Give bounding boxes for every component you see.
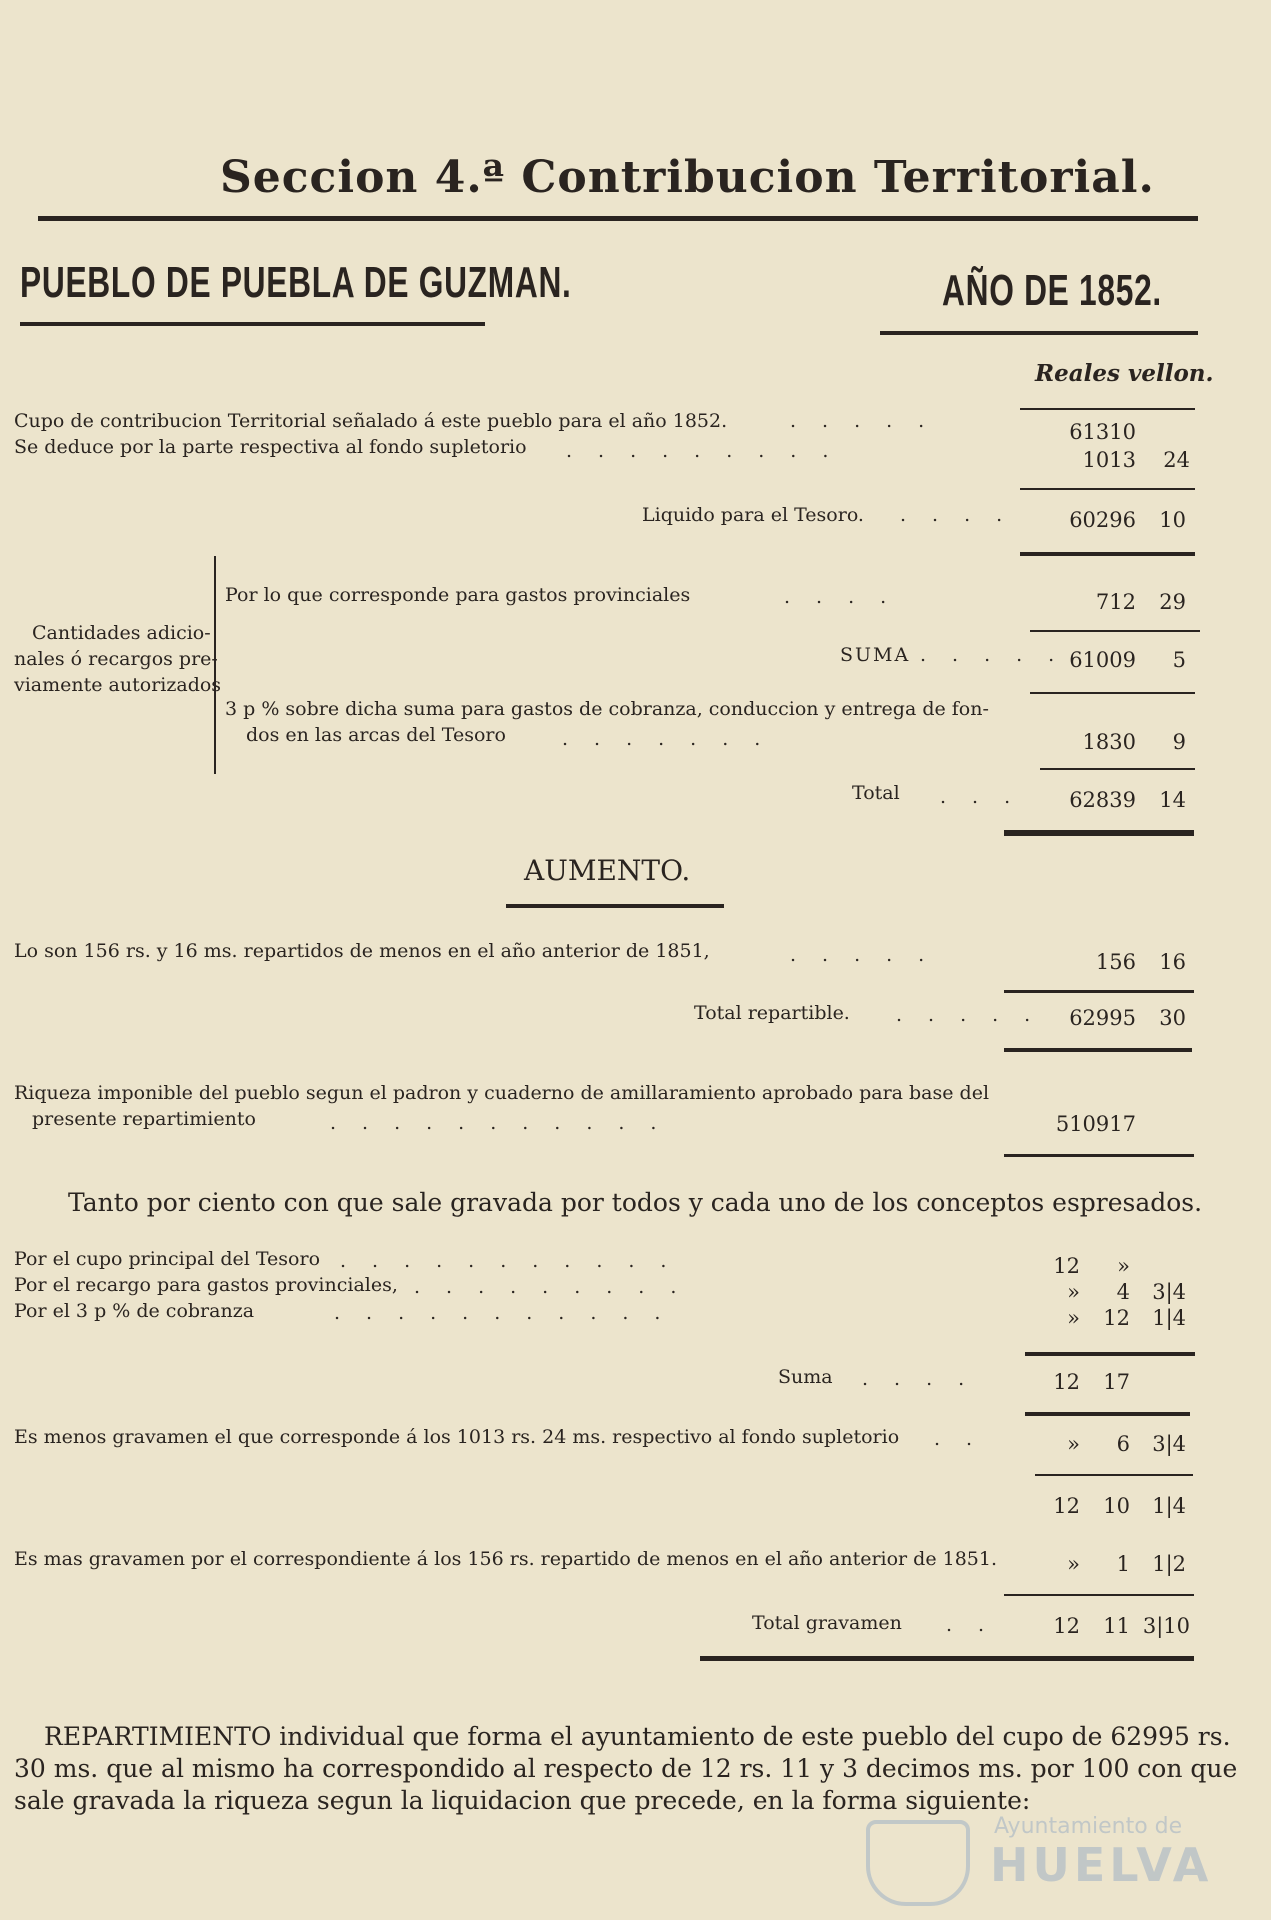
tanto-row-a: » [1067, 1306, 1080, 1330]
tanto-row-c: 1|4 [1152, 1306, 1186, 1330]
cupo-rs: 61310 [1069, 420, 1136, 444]
section-title: Seccion 4.ª Contribucion Territorial. [220, 152, 1155, 203]
tanto-row-b: » [1117, 1254, 1130, 1278]
repartible-rule [1004, 1048, 1192, 1052]
tanto-row-label: Por el recargo para gastos provinciales, [14, 1274, 398, 1296]
riqueza-line-2: presente repartimiento [32, 1108, 256, 1130]
total-label: Total [852, 782, 900, 804]
leader-dots: .... [862, 1368, 991, 1390]
menos-b: 6 [1116, 1432, 1130, 1456]
menos-a: » [1067, 1432, 1080, 1456]
cobranza-rs: 1830 [1082, 730, 1136, 754]
leader-dots: .. [934, 1428, 999, 1450]
coat-of-arms-icon [866, 1820, 970, 1906]
aumento-rs: 156 [1095, 950, 1136, 974]
leader-dots: ......... [566, 440, 855, 462]
leader-dots: ..... [896, 1004, 1057, 1026]
leader-dots: ........... [334, 1302, 687, 1324]
repartible-label: Total repartible. [694, 1002, 850, 1024]
total-rs: 62839 [1069, 788, 1136, 812]
total-gravamen-rule [700, 1656, 1194, 1661]
provinciales-ms: 29 [1159, 590, 1186, 614]
side-label-1: Cantidades adicio- [32, 622, 211, 644]
cupo-line: Cupo de contribucion Territorial señalado á este pueblo para el año 1852. [14, 410, 728, 432]
cobranza-ms: 9 [1172, 730, 1186, 754]
liquido-label: Liquido para el Tesoro. [642, 504, 864, 526]
mas-c: 1|2 [1152, 1552, 1186, 1576]
total-gravamen-b: 11 [1103, 1614, 1130, 1638]
sub-c: 1|4 [1152, 1494, 1186, 1518]
tanto-row-a: 12 [1053, 1254, 1080, 1278]
year-rule [880, 331, 1198, 335]
leader-dots: ..... [790, 410, 951, 432]
riqueza-value: 510917 [1055, 1112, 1136, 1136]
aumento-heading: AUMENTO. [524, 854, 691, 887]
menos-line: Es menos gravamen el que corresponde á los 1013 rs. 24 ms. respectivo al fondo supletorio [14, 1426, 900, 1448]
cobranza-line-1: 3 p % sobre dicha suma para gastos de cobranza, conduccion y entrega de fon- [225, 698, 989, 720]
sum-rule [1030, 692, 1195, 694]
leader-dots: ... [940, 786, 1037, 808]
tanto-suma-b: 17 [1103, 1370, 1130, 1394]
title-rule [38, 216, 1198, 221]
aumento-line: Lo son 156 rs. y 16 ms. repartidos de menos en el año anterior de 1851, [14, 940, 710, 962]
leader-dots: ..... [790, 944, 951, 966]
tanto-suma-label: Suma [778, 1366, 833, 1388]
cobranza-line-2: dos en las arcas del Tesoro [246, 724, 506, 746]
provinciales-rs: 712 [1095, 590, 1136, 614]
tanto-suma-a: 12 [1053, 1370, 1080, 1394]
side-label-2: nales ó recargos pre- [14, 648, 218, 670]
mas-line: Es mas gravamen por el correspondiente á los 156 rs. repartido de menos en el año anterior de 1851. [14, 1548, 998, 1570]
suma-ms: 5 [1172, 648, 1186, 672]
sum-rule [1040, 768, 1195, 770]
deduce-line: Se deduce por la parte respectiva al fondo supletorio [14, 436, 527, 458]
sum-rule [1025, 1412, 1190, 1416]
repartible-rs: 62995 [1069, 1006, 1136, 1030]
provinciales-line: Por lo que corresponde para gastos provinciales [225, 584, 691, 606]
liquido-rule [1020, 552, 1195, 556]
watermark-line-2: HUELVA [990, 1838, 1213, 1892]
tanto-heading: Tanto por ciento con que sale gravada por todos y cada uno de los conceptos espresados. [68, 1188, 1203, 1217]
leader-dots: .... [784, 586, 913, 608]
tanto-row-b: 4 [1116, 1280, 1130, 1304]
year-heading: AÑO DE 1852. [942, 266, 1162, 315]
total-gravamen-c: 3|10 [1142, 1614, 1190, 1638]
total-gravamen-label: Total gravamen [752, 1612, 902, 1634]
sum-rule [1035, 1474, 1193, 1476]
deduce-rs: 1013 [1082, 448, 1136, 472]
leader-dots: ........... [330, 1112, 683, 1134]
tanto-row-b: 12 [1103, 1306, 1130, 1330]
aumento-rule [506, 904, 724, 908]
watermark-line-1: Ayuntamiento de [994, 1814, 1183, 1839]
repartimiento-line-3: sale gravada la riqueza segun la liquidacion que precede, en la forma siguiente: [14, 1786, 1031, 1815]
sum-rule [1030, 630, 1200, 632]
suma-rs: 61009 [1069, 648, 1136, 672]
town-heading: PUEBLO DE PUEBLA DE GUZMAN. [20, 258, 572, 307]
repartible-ms: 30 [1159, 1006, 1186, 1030]
leader-dots: ........... [340, 1250, 693, 1272]
sum-rule [1004, 1594, 1194, 1596]
riqueza-rule [1004, 1154, 1194, 1157]
sum-rule [1025, 1352, 1195, 1356]
tanto-row-label: Por el 3 p % de cobranza [14, 1300, 255, 1322]
total-gravamen-a: 12 [1053, 1614, 1080, 1638]
tanto-row-a: » [1067, 1280, 1080, 1304]
leader-dots: ......... [414, 1276, 703, 1298]
tanto-row-c: 3|4 [1152, 1280, 1186, 1304]
side-label-3: viamente autorizados [14, 674, 222, 696]
leader-dots: .... [900, 504, 1029, 526]
repartimiento-line-2: 30 ms. que al mismo ha correspondido al respecto de 12 rs. 11 y 3 decimos ms. por 100 con que [14, 1754, 1238, 1783]
menos-c: 3|4 [1152, 1432, 1186, 1456]
riqueza-line-1: Riqueza imponible del pueblo segun el padron y cuaderno de amillaramiento aprobado para base del [14, 1082, 990, 1104]
sum-rule [1004, 990, 1194, 993]
currency-rule [1020, 408, 1195, 410]
town-rule [20, 322, 485, 326]
aumento-ms: 16 [1159, 950, 1186, 974]
sub-a: 12 [1053, 1494, 1080, 1518]
deduce-ms: 24 [1163, 448, 1190, 472]
leader-dots: ..... [920, 644, 1081, 666]
mas-a: » [1067, 1552, 1080, 1576]
leader-dots: .. [946, 1614, 1011, 1636]
liquido-rs: 60296 [1069, 508, 1136, 532]
sub-b: 10 [1103, 1494, 1130, 1518]
suma-label: SUMA [840, 644, 911, 666]
liquido-ms: 10 [1159, 508, 1186, 532]
leader-dots: ....... [562, 728, 787, 750]
sum-rule [1020, 488, 1195, 490]
repartimiento-line-1: REPARTIMIENTO individual que forma el ayuntamiento de este pueblo del cupo de 62995 rs. [44, 1722, 1231, 1751]
mas-b: 1 [1116, 1552, 1130, 1576]
tanto-row-label: Por el cupo principal del Tesoro [14, 1248, 321, 1270]
currency-label: Reales vellon. [1035, 360, 1214, 387]
total-rule [1004, 830, 1194, 836]
total-ms: 14 [1159, 788, 1186, 812]
